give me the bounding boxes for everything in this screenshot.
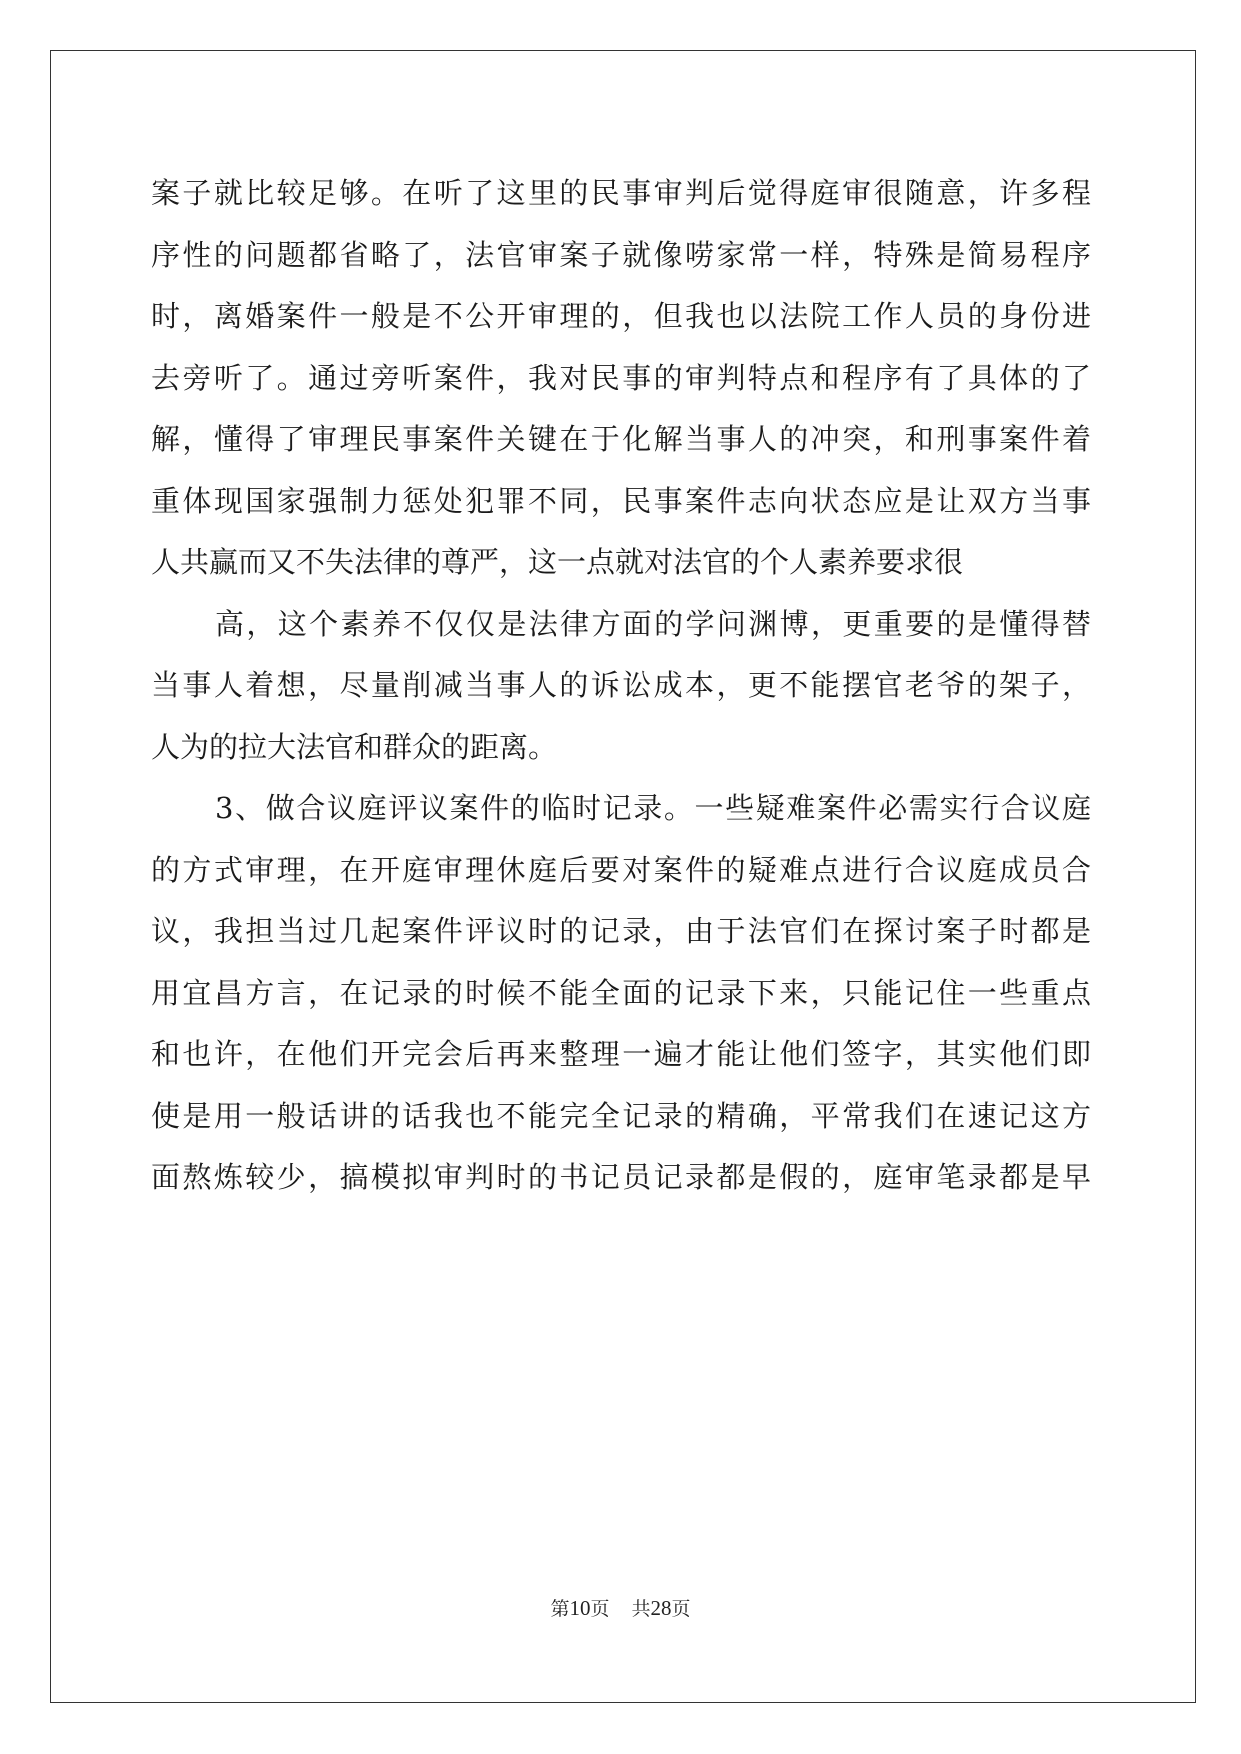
text-line: 的方式审理，在开庭审理休庭后要对案件的疑难点进行合议庭成员合 xyxy=(151,852,1091,887)
text-line: 人共赢而又不失法律的尊严，这一点就对法官的个人素养要求很 xyxy=(151,545,964,579)
text-line: 时，离婚案件一般是不公开审理的，但我也以法院工作人员的身份进 xyxy=(151,299,1091,333)
page-footer xyxy=(0,1594,1241,1621)
paragraph-start-line: 3、做合议庭评议案件的临时记录。一些疑难案件必需实行合议庭 xyxy=(215,791,1091,825)
page-number-prefix: 第 xyxy=(550,1598,570,1620)
page-number: 10 xyxy=(569,1596,591,1620)
text-line: 面熬炼较少，搞模拟审判时的书记员记录都是假的，庭审笔录都是早 xyxy=(151,1160,1091,1194)
text-line: 去旁听了。通过旁听案件，我对民事的审判特点和程序有了具体的了 xyxy=(151,360,1091,395)
document-body xyxy=(151,163,1091,1209)
total-pages: 28 xyxy=(650,1596,672,1620)
text-line: 案子就比较足够。在听了这里的民事审判后觉得庭审很随意，许多程 xyxy=(151,176,1091,210)
text-line: 解，懂得了审理民事案件关键在于化解当事人的冲突，和刑事案件着 xyxy=(151,422,1091,456)
text-line: 和也许，在他们开完会后再来整理一遍才能让他们签字，其实他们即 xyxy=(151,1037,1091,1071)
text-line: 序性的问题都省略了，法官审案子就像唠家常一样，特殊是简易程序 xyxy=(151,237,1091,272)
page-number-suffix: 页 xyxy=(590,1598,610,1620)
text-line: 当事人着想，尽量削减当事人的诉讼成本，更不能摆官老爷的架子， xyxy=(151,668,1091,702)
text-line: 人为的拉大法官和群众的距离。 xyxy=(151,729,558,764)
total-pages-suffix: 页 xyxy=(671,1598,691,1620)
text-line: 重体现国家强制力惩处犯罪不同，民事案件志向状态应是让双方当事 xyxy=(151,483,1091,518)
text-line: 使是用一般话讲的话我也不能完全记录的精确，平常我们在速记这方 xyxy=(151,1098,1091,1133)
text-line: 议，我担当过几起案件评议时的记录，由于法官们在探讨案子时都是 xyxy=(151,914,1091,948)
text-line: 用宜昌方言，在记录的时候不能全面的记录下来，只能记住一些重点 xyxy=(151,975,1091,1010)
total-pages-prefix: 共 xyxy=(631,1598,651,1620)
paragraph-start-line: 高，这个素养不仅仅是法律方面的学问渊博，更重要的是懂得替 xyxy=(215,606,1091,641)
